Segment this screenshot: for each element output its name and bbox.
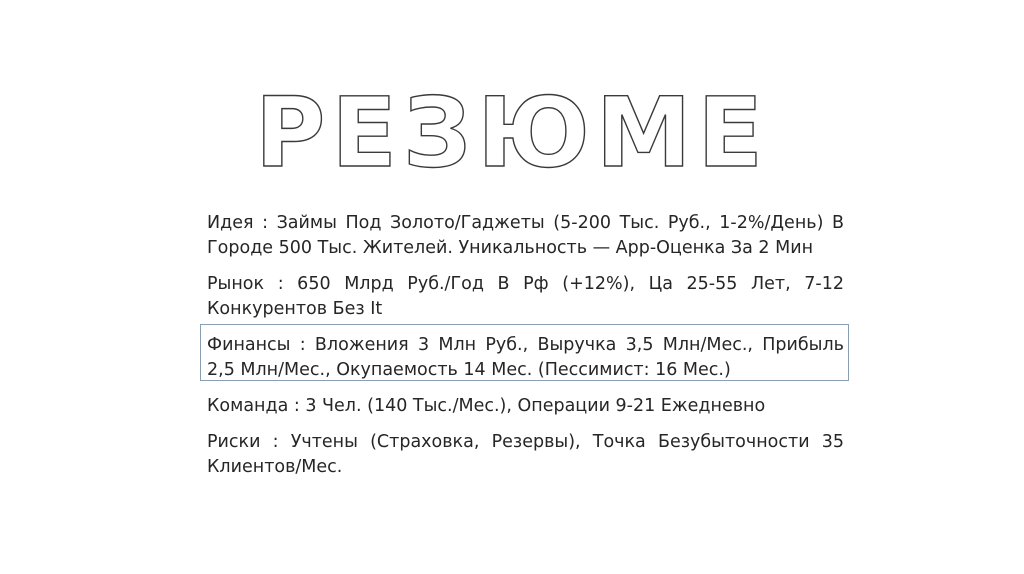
paragraph-finance[interactable]: Финансы : Вложения 3 Млн Руб., Выручка 3,5 Млн/Мес., Прибыль 2,5 Млн/Мес., Окупаемость 14 Мес. (Пессимист: 16 Мес.): [207, 335, 844, 380]
slide-title[interactable]: РЕЗЮМЕ: [255, 77, 769, 189]
paragraph-market[interactable]: Рынок : 650 Млрд Руб./Год В Рф (+12%), Ца 25-55 Лет, 7-12 Конкурентов Без It: [207, 274, 844, 319]
paragraph-team[interactable]: Команда : 3 Чел. (140 Тыс./Мес.), Операции 9-21 Ежедневно: [207, 396, 766, 416]
paragraph-idea[interactable]: Идея : Займы Под Золото/Гаджеты (5-200 Тыс. Руб., 1-2%/День) В Городе 500 Тыс. Жителей. Уникальность — App-Оценка За 2 Мин: [207, 213, 844, 258]
paragraph-risks[interactable]: Риски : Учтены (Страховка, Резервы), Точка Безубыточности 35 Клиентов/Мес.: [207, 432, 844, 477]
slide-body-text[interactable]: [207, 211, 844, 491]
